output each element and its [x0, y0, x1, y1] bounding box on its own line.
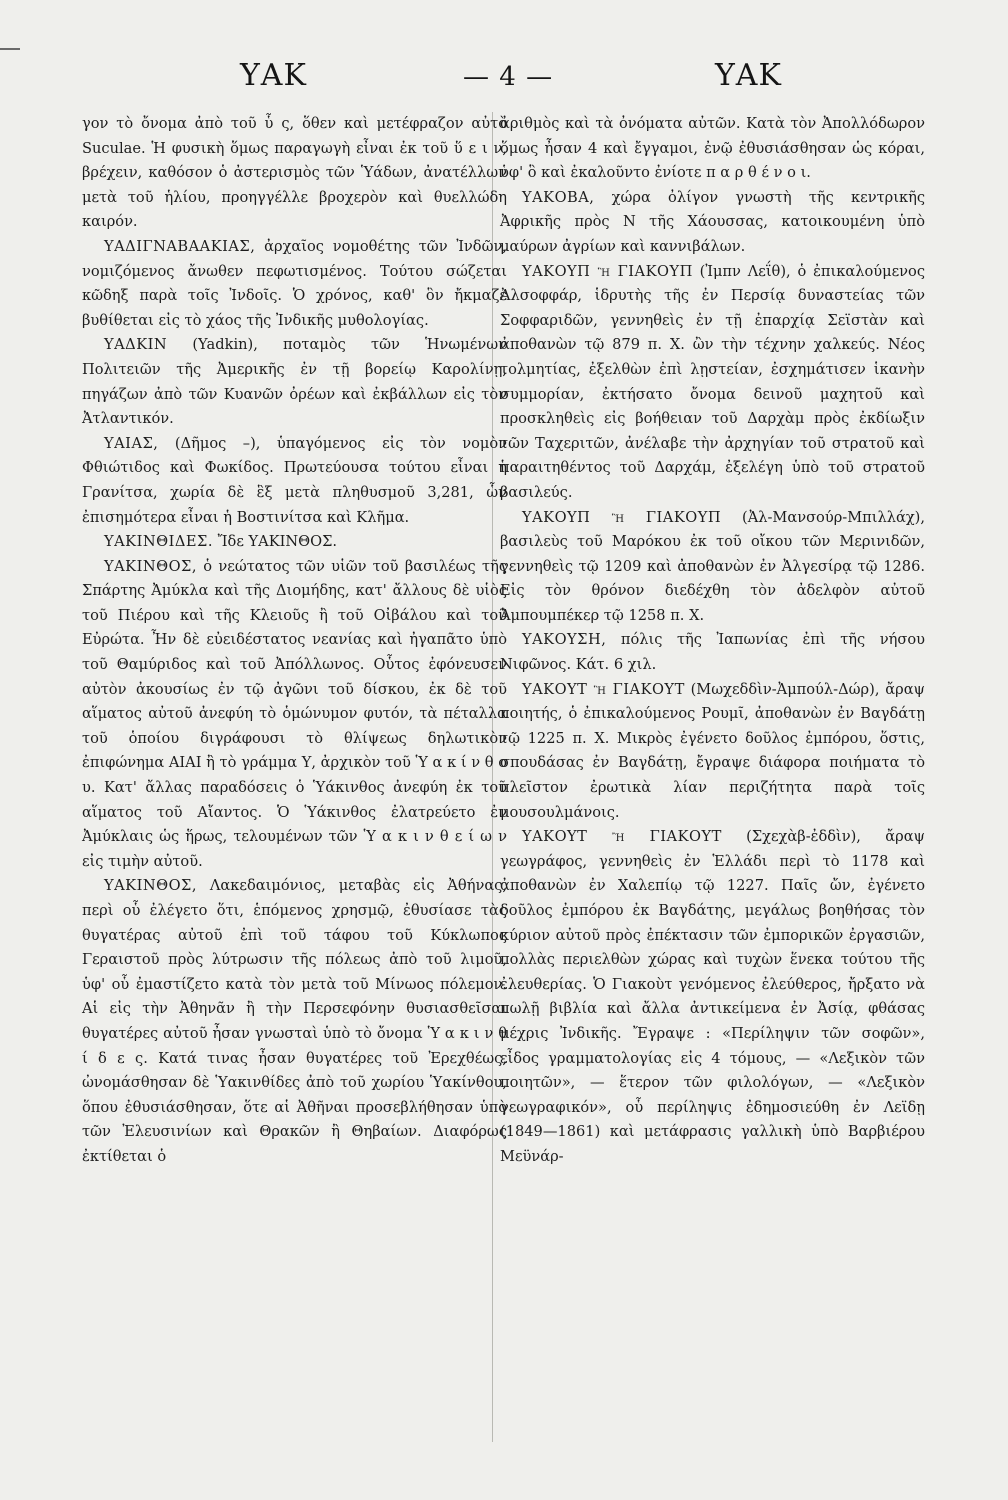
- entry-headword: ΥΑΙΑΣ,: [104, 434, 159, 452]
- entry-text: ἀρχαῖος νομοθέτης τῶν Ἰνδῶν, νομιζόμενος ἄνωθεν πεφωτισμένος. Τούτου σώζεται κῶδηξ παρὰ τοῖς Ἰνδοῖς. Ὁ χρόνος, καθ' ὃν ἤκμαζε βυθίθεται εἰς τὸ χάος τῆς Ἰνδικῆς μυθολογίας.: [82, 237, 507, 329]
- entry-text: χώρα ὀλίγον γνωστὴ τῆς κεντρικῆς Ἀφρικῆς πρὸς Ν τῆς Χάουσσας, κατοικουμένη ὑπὸ μαύρων ἀγρίων καὶ καννιβάλων.: [500, 188, 925, 255]
- dictionary-entry: [500, 678, 925, 826]
- dictionary-entry: [500, 825, 925, 1169]
- entry-text: (Ἰμπν Λεΐθ), ὁ ἐπικαλούμενος Ἀλσοφφάρ, ἱδρυτὴς τῆς ἐν Περσίᾳ δυναστείας τῶν Σοφφαριδῶν, γεννηθεὶς ἐν τῇ ἐπαρχίᾳ Σεϊστὰν καὶ ἀποθανὼν τῷ 879 π. Χ. ὢν τὴν τέχνην χαλκεύς. Νέος τολμητίας, ἐξελθὼν ἐπὶ λῃστείαν, ἐσχημάτισεν ἱκανὴν συμμορίαν, ἐκτήσατο ὄνομα δεινοῦ μαχητοῦ καὶ προσκληθεὶς εἰς βοήθειαν τοῦ Δαρχὰμ πρὸς ἐκδίωξιν τῶν Ταχεριτῶν, ἀνέλαβε τὴν ἀρχηγίαν τοῦ στρατοῦ καὶ παραιτηθέντος τοῦ Δαρχάμ, ἐξελέγη ὑπὸ τοῦ στρατοῦ βασιλεύς.: [500, 262, 925, 501]
- entry-text: πόλις τῆς Ἰαπωνίας ἐπὶ τῆς νήσου Νιφῶνος. Κάτ. 6 χιλ.: [500, 631, 925, 674]
- dictionary-entry: [82, 555, 507, 875]
- right-column: [500, 112, 925, 1170]
- entry-headword: ΥΑΚΟΥΤ ἢ ΓΙΑΚΟΥΤ: [522, 828, 722, 846]
- dictionary-entry: [82, 874, 507, 1169]
- entry-headword: ΥΑΚΙΝΘΟΣ,: [104, 877, 197, 895]
- entry-text: γον τὸ ὄνομα ἀπὸ τοῦ ὗ ς, ὅθεν καὶ μετέφραζον αὐτὸ Suculae. Ἡ φυσικὴ ὅμως παραγωγὴ εἶναι ἐκ τοῦ ὕ ε ι ν, βρέχειν, καθόσον ὁ ἀστερισμὸς τῶν Ὑάδων, ἀνατέλλων μετὰ τοῦ ἡλίου, προηγγέλλε βροχερὸν καὶ θυελλώδη καιρόν.: [82, 115, 507, 231]
- continued-text: [500, 112, 925, 186]
- page-number: — 4 —: [463, 62, 554, 92]
- entry-headword: ΥΑΔΙΓΝΑΒΑΑΚΙΑΣ,: [104, 237, 256, 255]
- header-right-guideword: ΥΑΚ: [715, 58, 782, 93]
- dictionary-entry: [500, 628, 925, 677]
- dictionary-entry: [82, 530, 507, 555]
- header-left-guideword: ΥΑΚ: [240, 58, 307, 93]
- entry-text: ἀριθμὸς καὶ τὰ ὀνόματα αὐτῶν. Κατὰ τὸν Ἀπολλόδωρον ὅμως ἦσαν 4 καὶ ἔγγαμοι, ἐνῷ ἐθυσιάσθησαν ὡς κόραι, ὑφ' ὃ καὶ ἐκαλοῦντο ἐνίοτε π α ρ θ έ ν ο ι.: [500, 115, 925, 182]
- entry-headword: ΥΑΚΟΒΑ,: [522, 188, 595, 206]
- dictionary-entry: [500, 186, 925, 260]
- entry-headword: ΥΑΚΟΥΠ ἢ ΓΙΑΚΟΥΠ: [522, 262, 693, 280]
- page-edge-mark: [0, 48, 20, 50]
- entry-headword: ΥΑΚΟΥΣΗ,: [522, 631, 607, 649]
- entry-headword: ΥΑΔΚΙΝ: [104, 336, 168, 354]
- dictionary-entry: [82, 235, 507, 333]
- entry-headword: ΥΑΚΟΥΠ ἢ ΓΙΑΚΟΥΠ: [522, 508, 722, 526]
- entry-text: (Δῆμος –), ὑπαγόμενος εἰς τὸν νομὸν Φθιώτιδος καὶ Φωκίδος. Πρωτεύουσα τούτου εἶναι ἡ Γρανίτσα, χωρία δὲ ἓξ μετὰ πληθυσμοῦ 3,281, ὧν ἐπισημότερα εἶναι ἡ Βοστινίτσα καὶ Κλῆμα.: [82, 434, 507, 526]
- dictionary-entry: [82, 333, 507, 431]
- dictionary-entry: [500, 506, 925, 629]
- entry-text: ὁ νεώτατος τῶν υἱῶν τοῦ βασιλέως τῆς Σπάρτης Ἀμύκλα καὶ τῆς Διομήδης, κατ' ἄλλους δὲ υἱὸς τοῦ Πιέρου καὶ τῆς Κλειοῦς ἢ τοῦ Οἰβάλου καὶ τοῦ Εὐρώτα. Ἦν δὲ εὐειδέστατος νεανίας καὶ ἠγαπᾶτο ὑπὸ τοῦ Θαμύριδος καὶ τοῦ Ἀπόλλωνος. Οὗτος ἐφόνευσεν αὐτὸν ἀκουσίως ἐν τῷ ἀγῶνι τοῦ δίσκου, ἐκ δὲ τοῦ αἵματος αὐτοῦ ἀνεφύη τὸ ὁμώνυμον φυτόν, τὰ πέταλλα τοῦ ὁποίου διγράφουσι τὸ θλίψεως δηλωτικὸν ἐπιφώνημα ΑΙΑΙ ἢ τὸ γράμμα Υ, ἀρχικὸν τοῦ Ὑ α κ ί ν θ ο υ. Κατ' ἄλλας παραδόσεις ὁ Ὑάκινθος ἀνεφύη ἐκ τοῦ αἵματος τοῦ Αἴαντος. Ὁ Ὑάκινθος ἐλατρεύετο ἐν Ἀμύκλαις ὡς ἥρως, τελουμένων τῶν Ὑ α κ ι ν θ ε ί ω ν εἰς τιμὴν αὐτοῦ.: [82, 557, 507, 870]
- entry-headword: ΥΑΚΙΝΘΟΣ,: [104, 557, 197, 575]
- entry-headword: ΥΑΚΟΥΤ ἢ ΓΙΑΚΟΥΤ: [522, 680, 685, 698]
- running-header: [0, 58, 1008, 98]
- dictionary-entry: [82, 432, 507, 530]
- entry-text: Λακεδαιμόνιος, μεταβὰς εἰς Ἀθήνας, περὶ οὗ ἐλέγετο ὅτι, ἑπόμενος χρησμῷ, ἐθυσίασε τὰς θυγατέρας αὐτοῦ ἐπὶ τοῦ τάφου τοῦ Κύκλωπος Γεραιστοῦ πρὸς λύτρωσιν τῆς πόλεως ἀπὸ τοῦ λιμοῦ, ὑφ' οὗ ἐμαστίζετο κατὰ τὸν μετὰ τοῦ Μίνωος πόλεμον. Αἱ εἰς τὴν Ἀθηνᾶν ἢ τὴν Περσεφόνην θυσιασθεῖσαι θυγατέρες αὐτοῦ ἦσαν γνωσταὶ ὑπὸ τὸ ὄνομα Ὑ α κ ι ν θ ί δ ε ς. Κατά τινας ἦσαν θυγατέρες τοῦ Ἐρεχθέως, ὠνομάσθησαν δὲ Ὑακινθίδες ἀπὸ τοῦ χωρίου Ὑακίνθου, ὅπου ἐθυσιάσθησαν, ὅτε αἱ Ἀθῆναι προσεβλήθησαν ὑπὸ τῶν Ἐλευσινίων καὶ Θρακῶν ἢ Θηβαίων. Διαφόρως ἐκτίθεται ὁ: [82, 877, 507, 1165]
- entry-text: (Μωχεδδὶν-Ἀμπούλ-Δώρ), ἄραψ ποιητής, ὁ ἐπικαλούμενος Ρουμῖ, ἀποθανὼν ἐν Βαγδάτῃ τῷ 1225 π. Χ. Μικρὸς ἐγένετο δοῦλος ἐμπόρου, ὅστις, σπουδάσας ἐν Βαγδάτῃ, ἔγραψε διάφορα ποιήματα τὸ πλεῖστον ἐρωτικὰ λίαν περιζήτητα παρὰ τοῖς μουσουλμάνοις.: [500, 680, 925, 821]
- left-column: [82, 112, 507, 1170]
- entry-text: Ἴδε ΥΑΚΙΝΘΟΣ.: [213, 533, 338, 551]
- entry-headword: ΥΑΚΙΝΘΙΔΕΣ.: [104, 533, 213, 551]
- entry-text: (Yadkin), ποταμὸς τῶν Ἡνωμένων Πολιτειῶν τῆς Ἀμερικῆς ἐν τῇ βορείῳ Καρολίνῃ, πηγάζων ἀπὸ τῶν Κυανῶν ὀρέων καὶ ἐκβάλλων εἰς τὸν Ἀτλαντικόν.: [82, 336, 507, 428]
- continued-text: [82, 112, 507, 235]
- entry-text: (Σχεχὰβ-ἐδδὶν), ἄραψ γεωγράφος, γεννηθεὶς ἐν Ἑλλάδι περὶ τὸ 1178 καὶ ἀποθανὼν ἐν Χαλεπίῳ τῷ 1227. Παῖς ὤν, ἐγένετο δοῦλος ἐμπόρου ἐκ Βαγδάτης, μεγάλως βοηθήσας τὸν κύριον αὐτοῦ πρὸς ἐπέκτασιν τῶν ἐμπορικῶν ἐργασιῶν, πολλὰς περιελθὼν χώρας καὶ τυχὼν ἕνεκα τούτου τῆς ἐλευθερίας. Ὁ Γιακοὺτ γενόμενος ἐλεύθερος, ἤρξατο νὰ πωλῇ βιβλία καὶ ἄλλα ἀντικείμενα ἐν Ἀσίᾳ, φθάσας μέχρις Ἰνδικῆς. Ἔγραψε : «Περίληψιν τῶν σοφῶν», εἶδος γραμματολογίας εἰς 4 τόμους, — «Λεξικὸν τῶν ποιητῶν», — ἕτερον τῶν φιλολόγων, — «Λεξικὸν γεωγραφικόν», οὗ περίληψις ἐδημοσιεύθη ἐν Λεϊδῃ (1849—1861) καὶ μετάφρασις γαλλικὴ ὑπὸ Βαρβιέρου Μεϋνάρ-: [500, 828, 925, 1165]
- entry-text: (Ἀλ-Μανσούρ-Μπιλλάχ), βασιλεὺς τοῦ Μαρόκου ἐκ τοῦ οἴκου τῶν Μερινιδῶν, γεννηθεὶς τῷ 1209 καὶ ἀποθανὼν ἐν Ἀλγεσίρᾳ τῷ 1286. Εἰς τὸν θρόνον διεδέχθη τὸν ἀδελφὸν αὐτοῦ Ἀμπουμπέκερ τῷ 1258 π. Χ.: [500, 508, 925, 624]
- dictionary-entry: [500, 260, 925, 506]
